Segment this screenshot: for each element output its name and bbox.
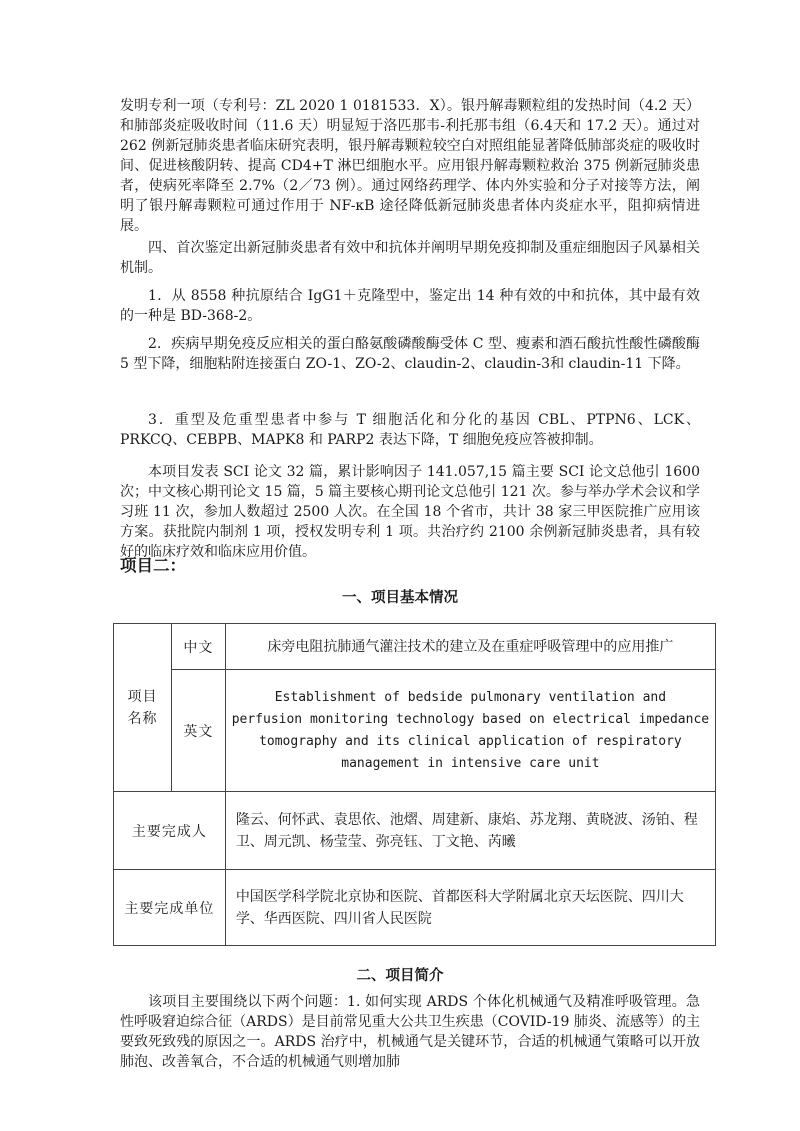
paragraph-achievements: 本项目发表 SCI 论文 32 篇，累计影响因子 141.057,15 篇主要 SCI 论文总他引 1600 次；中文核心期刊论文 15 篇，5 篇主要核心期刊论文总他引 121 次。参与举办学术会议和学习班 11 次，参加人数超过 2500 人次。在全国 18 个省市，共计 38 家三甲医院推广应用该方案。获批院内制剂 1 项，授权发明专利 1 项。共治疗约 2100 余例新冠肺炎患者，具有较好的临床疗效和临床应用价值。 bbox=[120, 464, 700, 560]
paragraph-point-four: 四、首次鉴定出新冠肺炎患者有效中和抗体并阐明早期免疫抑制及重症细胞因子风暴相关机制。 bbox=[120, 240, 700, 276]
main-completers: 隆云、何怀武、袁思依、池熠、周建新、康焰、苏龙翔、黄晓波、汤铂、程卫、周元凯、杨莹莹、弥亮钰、丁文艳、芮曦 bbox=[225, 792, 715, 870]
project-two-heading: 项目二： bbox=[120, 556, 186, 575]
paragraph-drug-results: 发明专利一项（专利号：ZL 2020 1 0181533．X）。银丹解毒颗粒组的发热时间（4.2 天）和肺部炎症吸收时间（11.6 天）明显短于洛匹那韦-利托那韦组（6.4天和 17.2 天）。通过对 262 例新冠肺炎患者临床研究表明，银丹解毒颗粒较空白对照组能显著降低肺部炎症的吸收时间、促进核酸阴转、提高 CD4+T 淋巴细胞水平。应用银丹解毒颗粒救治 375 例新冠肺炎患者，使病死率降至 2.7%（2／73 例）。通过网络药理学、体内外实验和分子对接等方法，阐明了银丹解毒颗粒可通过作用于 NF-κB 途径降低新冠肺炎患者体内炎症水平，阻抑病情进展。 bbox=[120, 98, 700, 234]
project-info-table bbox=[113, 623, 716, 946]
english-project-name: Establishment of bedside pulmonary ventilation and perfusion monitoring technology based on electrical impedance tomography and its clinical application of respiratory management in intensive care unit bbox=[225, 670, 715, 792]
english-label: 英文 bbox=[171, 670, 225, 792]
main-units: 中国医学科学院北京协和医院、首都医科大学附属北京天坛医院、四川大学、华西医院、四川省人民医院 bbox=[225, 870, 715, 946]
chinese-label: 中文 bbox=[171, 624, 225, 670]
paragraph-item-3: 3．重型及危重型患者中参与 T 细胞活化和分化的基因 CBL、PTPN6、LCK、PRKCQ、CEBPB、MAPK8 和 PARP2 表达下降，T 细胞免疫应答被抑制。 bbox=[120, 412, 700, 448]
paragraph-item-1: 1．从 8558 种抗原结合 IgG1＋克隆型中，鉴定出 14 种有效的中和抗体，其中最有效的一种是 BD-368-2。 bbox=[120, 288, 700, 324]
project-name-label: 项目 名称 bbox=[114, 624, 172, 792]
main-units-label: 主要完成单位 bbox=[114, 870, 226, 946]
main-completers-label: 主要完成人 bbox=[114, 792, 226, 870]
paragraph-item-2: 2．疾病早期免疫反应相关的蛋白酪氨酸磷酸酶受体 C 型、瘦素和酒石酸抗性酸性磷酸酶 5 型下降，细胞粘附连接蛋白 ZO-1、ZO-2、claudin-2、claudin-3和 claudin-11 下降。 bbox=[120, 336, 700, 372]
basic-info-title: 一、项目基本情况 bbox=[342, 590, 458, 606]
paragraph-project-intro: 该项目主要围绕以下两个问题：1. 如何实现 ARDS 个体化机械通气及精准呼吸管理。急性呼吸窘迫综合征（ARDS）是目前常见重大公共卫生疾患（COVID-19 肺炎、流感等）的主要致死致残的原因之一。ARDS 治疗中，机械通气是关键环节，合适的机械通气策略可以开放肺泡、改善氧合，不合适的机械通气则增加肺 bbox=[120, 994, 700, 1070]
project-intro-title: 二、项目简介 bbox=[356, 968, 444, 984]
chinese-project-name: 床旁电阻抗肺通气灌注技术的建立及在重症呼吸管理中的应用推广 bbox=[225, 624, 715, 670]
